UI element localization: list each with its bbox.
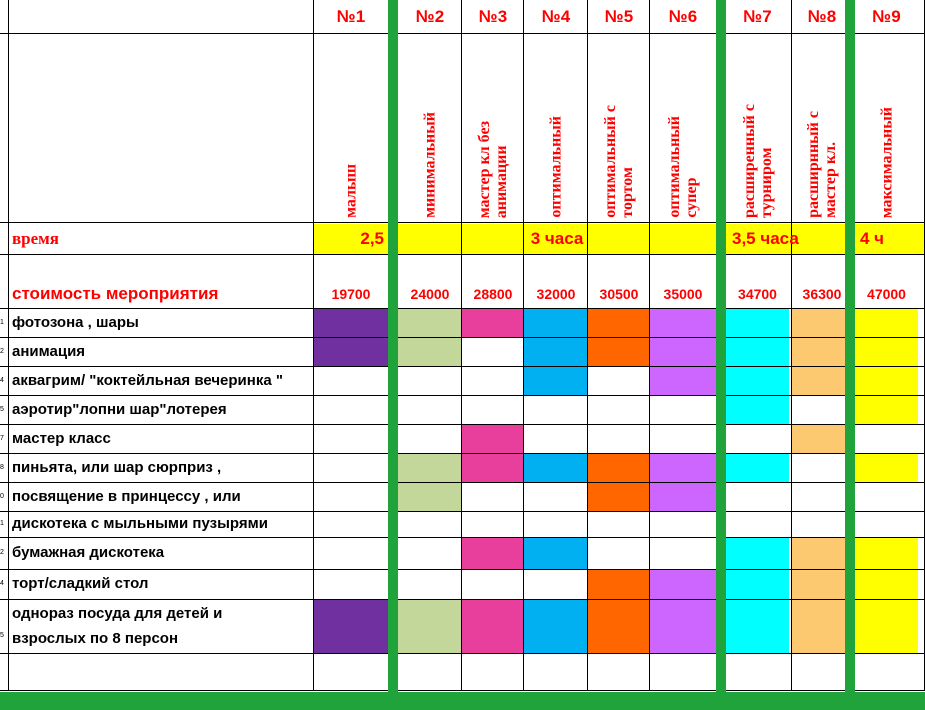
grid-line xyxy=(0,222,925,223)
fill-cell xyxy=(855,599,918,653)
fill-cell xyxy=(726,537,789,569)
row-number: 5 xyxy=(0,405,4,413)
fill-cell xyxy=(588,482,650,511)
time-value: 2,5 xyxy=(360,229,384,248)
fill-cell xyxy=(650,482,716,511)
package-name xyxy=(462,34,524,222)
fill-cell xyxy=(855,453,918,482)
package-name-text: оптимальный xyxy=(547,116,565,218)
package-number: №6 xyxy=(668,7,698,26)
fill-cell xyxy=(314,599,388,653)
divider-line xyxy=(388,0,398,710)
fill-cell xyxy=(462,599,524,653)
fill-cell xyxy=(650,599,716,653)
time-value: 4 ч xyxy=(860,229,885,248)
fill-cell xyxy=(792,599,852,653)
divider-line xyxy=(716,0,726,710)
time-value: 3,5 часа xyxy=(732,229,799,248)
fill-cell xyxy=(588,308,650,337)
service-label: бумажная дискотека xyxy=(12,544,165,561)
time-label: время xyxy=(12,229,59,248)
row-number: 1 xyxy=(0,318,4,326)
fill-cell xyxy=(398,337,462,366)
fill-cell xyxy=(524,599,588,653)
fill-cell xyxy=(398,308,462,337)
grid-line xyxy=(0,690,925,691)
package-name xyxy=(855,34,918,222)
package-price: 24000 xyxy=(410,286,450,302)
fill-cell xyxy=(462,308,524,337)
fill-cell xyxy=(462,424,524,453)
row-number: 0 xyxy=(0,492,4,500)
package-number: №4 xyxy=(541,7,571,26)
fill-cell xyxy=(650,366,716,395)
service-label: однораз посуда для детей и взрослых по 8 персон xyxy=(12,605,223,647)
fill-cell xyxy=(588,569,650,599)
package-name xyxy=(398,34,462,222)
fill-cell xyxy=(726,337,789,366)
package-price: 28800 xyxy=(473,286,513,302)
package-price: 32000 xyxy=(536,286,576,302)
package-name xyxy=(588,34,650,222)
fill-cell xyxy=(792,308,852,337)
package-number: №3 xyxy=(478,7,508,26)
fill-cell xyxy=(650,308,716,337)
fill-cell xyxy=(855,337,918,366)
fill-cell xyxy=(855,537,918,569)
package-number: №7 xyxy=(743,7,772,26)
service-label: торт/сладкий стол xyxy=(12,575,149,592)
fill-cell xyxy=(726,599,789,653)
package-price: 47000 xyxy=(867,286,906,302)
service-label: мастер класс xyxy=(12,430,111,447)
package-name-text: расширенный с турниром xyxy=(740,104,775,218)
row-number: 4 xyxy=(0,580,4,587)
package-name-text: мастер кл без анимации xyxy=(476,120,510,218)
fill-cell xyxy=(792,537,852,569)
package-number: №2 xyxy=(415,7,445,26)
package-name xyxy=(726,34,789,222)
package-name xyxy=(650,34,716,222)
package-name xyxy=(524,34,588,222)
bottom-band xyxy=(0,692,925,710)
time-value: 3 часа xyxy=(530,229,584,248)
package-price: 36300 xyxy=(802,286,842,302)
package-name-text: минимальный xyxy=(421,112,439,218)
row-number: 8 xyxy=(0,463,4,471)
fill-cell xyxy=(588,453,650,482)
package-price: 35000 xyxy=(663,286,703,302)
fill-cell xyxy=(650,453,716,482)
package-name-text: расширнный с мастер кл. xyxy=(805,111,839,218)
fill-cell xyxy=(792,569,852,599)
service-label: пиньята, или шар сюрприз , xyxy=(12,459,222,476)
fill-cell xyxy=(726,366,789,395)
fill-cell xyxy=(314,308,388,337)
package-name-text: малыш xyxy=(342,164,360,218)
fill-cell xyxy=(855,569,918,599)
fill-cell xyxy=(855,308,918,337)
fill-cell xyxy=(524,366,588,395)
service-label: аэротир"лопни шар"лотерея xyxy=(12,401,227,418)
row-number: 5 xyxy=(0,632,4,639)
service-label: фотозона , шары xyxy=(12,314,139,331)
package-name-text: оптимальный супер xyxy=(666,116,700,218)
fill-cell xyxy=(792,337,852,366)
package-price: 30500 xyxy=(599,286,639,302)
package-name xyxy=(792,34,852,222)
fill-cell xyxy=(792,366,852,395)
fill-cell xyxy=(726,395,789,424)
service-label: посвящение в принцессу , или xyxy=(12,488,241,505)
package-number: №1 xyxy=(336,7,366,26)
fill-cell xyxy=(726,453,789,482)
package-number: №5 xyxy=(604,7,634,26)
service-label: дискотека с мыльными пузырями xyxy=(12,515,268,532)
row-number: 4 xyxy=(0,376,4,384)
fill-cell xyxy=(726,569,789,599)
fill-cell xyxy=(855,395,918,424)
row-number: 1 xyxy=(0,520,4,527)
fill-cell xyxy=(524,537,588,569)
row-number: 2 xyxy=(0,549,4,556)
service-label: аквагрим/ "коктейльная вечеринка " xyxy=(12,372,283,389)
fill-cell xyxy=(855,366,918,395)
package-name-text: оптимальный с тортом xyxy=(602,105,636,218)
package-number: №9 xyxy=(872,7,901,26)
fill-cell xyxy=(462,453,524,482)
service-label: анимация xyxy=(12,343,86,360)
cost-label: стоимость мероприятия xyxy=(12,284,219,303)
fill-cell xyxy=(650,337,716,366)
fill-cell xyxy=(398,453,462,482)
fill-cell xyxy=(726,308,789,337)
package-name xyxy=(314,34,388,222)
grid-line xyxy=(0,254,925,255)
package-name-text: максимальный xyxy=(878,106,895,218)
fill-cell xyxy=(398,599,462,653)
fill-cell xyxy=(588,337,650,366)
fill-cell xyxy=(314,337,388,366)
fill-cell xyxy=(588,599,650,653)
fill-cell xyxy=(524,453,588,482)
row-number: 7 xyxy=(0,434,4,442)
fill-cell xyxy=(650,569,716,599)
row-number: 2 xyxy=(0,347,4,355)
package-number: №8 xyxy=(807,7,837,26)
fill-cell xyxy=(462,537,524,569)
fill-cell xyxy=(524,308,588,337)
package-price: 19700 xyxy=(331,286,371,302)
fill-cell xyxy=(524,337,588,366)
package-price: 34700 xyxy=(738,286,777,302)
fill-cell xyxy=(398,482,462,511)
fill-cell xyxy=(792,424,852,453)
